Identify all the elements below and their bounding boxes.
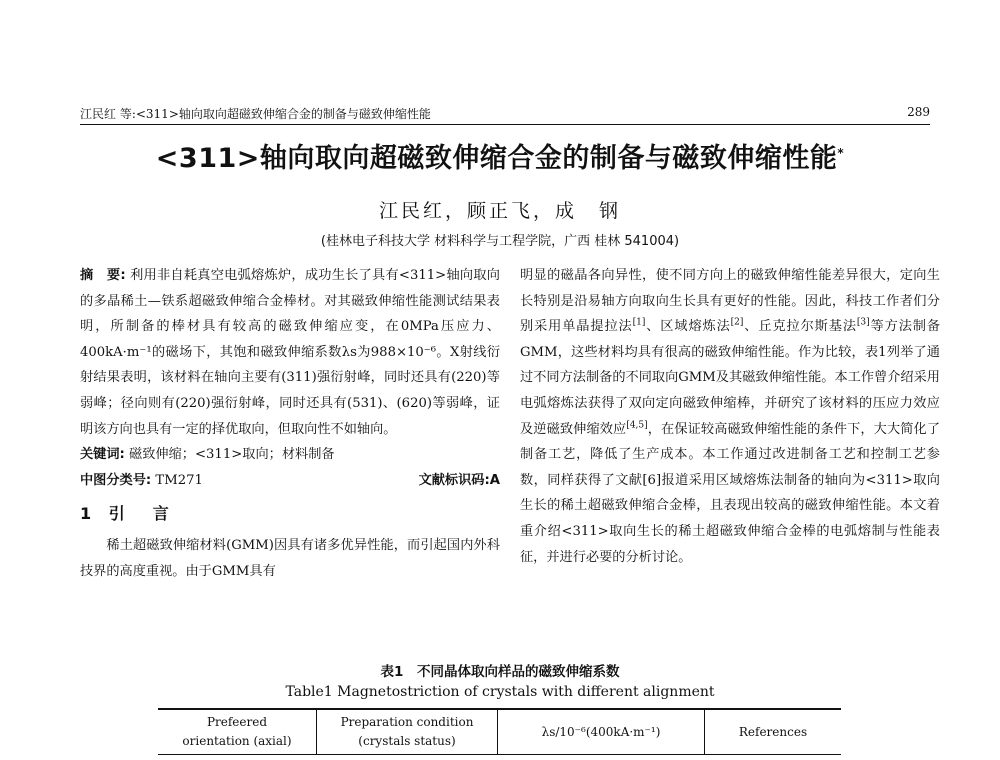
citation-2[interactable]: [2]	[730, 317, 744, 328]
abstract-text: 利用非自耗真空电弧熔炼炉，成功生长了具有<311>轴向取向的多晶稀土—铁系超磁致伸缩合金棒材。对其磁致伸缩性能测试结果表明，所制备的棒材具有较高的磁致伸缩应变，在0MPa压应力、400kA·m⁻¹的磁场下，其饱和磁致伸缩系数λs为988×10⁻⁶。X射线衍射结果表明，该材料在轴向主要有(311)强衍射峰，同时还具有(220)等弱峰；径向则有(220)强衍射峰，同时还具有(531)、(620)等弱峰，证明该方向也具有一定的择优取向，但取向性不如轴向。	[80, 268, 500, 437]
abstract-label: 摘 要:	[80, 268, 126, 283]
keywords-label: 关键词:	[80, 447, 125, 463]
section-heading	[80, 501, 500, 527]
header-preparation-line2: (crystals status)	[358, 734, 456, 748]
intro-text-c: 、丘克拉尔斯基法	[743, 319, 857, 335]
right-column	[520, 263, 940, 570]
affiliation: (桂林电子科技大学 材料科学与工程学院，广西 桂林 541004)	[320, 234, 680, 249]
header-preparation	[317, 709, 498, 755]
keywords	[80, 442, 500, 468]
intro-text-e: ，在保证较高磁致伸缩性能的条件下，大大简化了制备工艺，降低了生产成本。本工作通过改进制备工艺和控制工艺参数，同样获得了文献[6]报道采用区域熔炼法制备的轴向为<311>取向生长的稀土超磁致伸缩合金棒，且表现出较高的磁致伸缩性能。本文着重介绍<311>取向生长的稀土超磁致伸缩合金棒的电弧熔制与性能表征，并进行必要的分析讨论。	[520, 421, 941, 565]
clc-label: 中图分类号:	[80, 472, 152, 488]
header-orientation	[158, 709, 317, 755]
intro-paragraph-left: 稀土超磁致伸缩材料(GMM)因具有诸多优异性能，而引起国内外科技界的高度重视。由于GMM具有	[80, 537, 500, 579]
keywords-text: 磁致伸缩；<311>取向；材料制备	[129, 447, 335, 463]
citation-4-5[interactable]: [4,5]	[626, 420, 648, 431]
clc-value: TM271	[155, 472, 203, 488]
header-preparation-line1: Preparation condition	[340, 715, 474, 729]
intro-text-b: 、区域熔炼法	[645, 319, 731, 335]
header-orientation-line2: orientation (axial)	[182, 734, 292, 748]
intro-text-d: 等方法制备GMM，这些材料均具有很高的磁致伸缩性能。作为比较，表1列举了通过不同方法制备的不同取向GMM及其磁致伸缩性能。本工作曾介绍采用电弧熔炼法获得了双向定向磁致伸缩棒，并研究了该材料的压应力效应及逆磁致伸缩效应	[520, 319, 941, 437]
header-references: References	[705, 709, 842, 755]
table-header-row	[158, 709, 841, 755]
classification-line	[80, 468, 500, 494]
authors: 江民红，顾正飞，成 钢	[378, 200, 621, 222]
section-title: 引 言	[108, 504, 175, 524]
doc-code-value: A	[489, 472, 500, 488]
doc-code-label: 文献标识码:	[418, 472, 490, 488]
paper-title-text: <311>轴向取向超磁致伸缩合金的制备与磁致伸缩性能	[155, 143, 838, 174]
running-head	[80, 105, 930, 125]
page-number: 289	[907, 105, 930, 119]
intro-paragraph-right	[520, 263, 940, 570]
intro-text-a: 明显的磁晶各向异性，使不同方向上的磁致伸缩性能差异很大，定向生长特别是沿易轴方向取向生长具有更好的性能。因此，科技工作者们分别采用单晶提拉法	[520, 268, 940, 335]
table-caption-cn: 表1 不同晶体取向样品的磁致伸缩系数	[380, 664, 620, 680]
header-lambda: λs/10⁻⁶(400kA·m⁻¹)	[498, 709, 705, 755]
section-number: 1	[80, 504, 98, 524]
left-column	[80, 263, 500, 584]
table-caption-en: Table1 Magnetostriction of crystals with different alignment	[285, 684, 715, 700]
citation-3[interactable]: [3]	[856, 317, 870, 328]
abstract	[80, 263, 500, 442]
citation-1[interactable]: [1]	[632, 317, 646, 328]
table-1	[158, 708, 841, 755]
paper-title	[0, 136, 1000, 175]
running-head-title: 江民红 等:<311>轴向取向超磁致伸缩合金的制备与磁致伸缩性能	[80, 107, 431, 121]
title-footnote-mark: *	[837, 146, 845, 160]
header-orientation-line1: Prefeered	[206, 715, 268, 729]
